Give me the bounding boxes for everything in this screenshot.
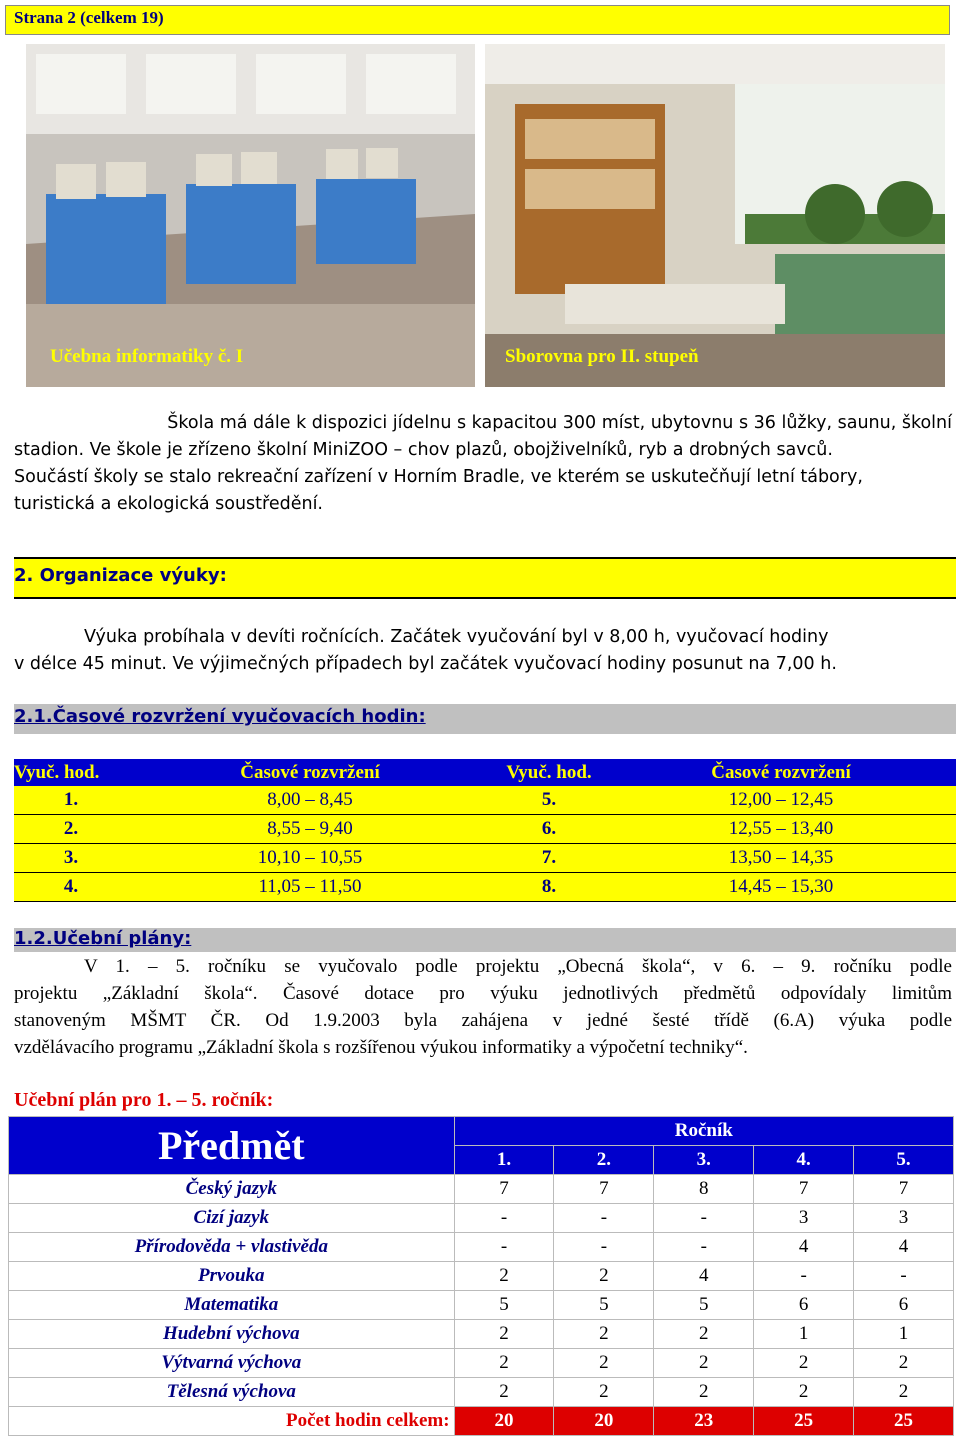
hours-cell: - bbox=[554, 1233, 654, 1262]
subject-name: Hudební výchova bbox=[9, 1320, 455, 1349]
lesson-time: 10,10 – 10,55 bbox=[128, 844, 492, 873]
table-row bbox=[9, 1204, 954, 1233]
hours-cell: 5 bbox=[454, 1291, 554, 1320]
grade-header: 4. bbox=[754, 1146, 854, 1175]
hours-cell: 1 bbox=[854, 1320, 954, 1349]
photo-computer-classroom bbox=[26, 44, 475, 387]
text-line: v délce 45 minut. Ve výjimečných případech byl začátek vyučovací hodiny posunut na 7,00 h. bbox=[14, 654, 837, 674]
section-heading-ucebni-plany bbox=[14, 928, 956, 952]
table-row bbox=[9, 1175, 954, 1204]
lesson-number: 6. bbox=[492, 815, 606, 844]
hours-cell: 2 bbox=[554, 1320, 654, 1349]
curriculum-title: Učební plán pro 1. – 5. ročník: bbox=[14, 1089, 274, 1111]
table-row bbox=[14, 873, 956, 902]
hours-cell: - bbox=[754, 1262, 854, 1291]
hours-cell: - bbox=[454, 1233, 554, 1262]
hours-cell: 2 bbox=[654, 1378, 754, 1407]
staffroom-image bbox=[485, 44, 945, 387]
lesson-time: 8,00 – 8,45 bbox=[128, 786, 492, 815]
total-cell: 20 bbox=[454, 1407, 554, 1436]
table-row bbox=[9, 1320, 954, 1349]
hours-cell: 7 bbox=[854, 1175, 954, 1204]
text-line: turistická a ekologická soustředění. bbox=[14, 494, 323, 514]
subject-column-header: Předmět bbox=[9, 1117, 455, 1175]
subject-name: Cizí jazyk bbox=[9, 1204, 455, 1233]
hours-cell: 4 bbox=[654, 1262, 754, 1291]
hours-cell: 7 bbox=[754, 1175, 854, 1204]
grade-header: 2. bbox=[554, 1146, 654, 1175]
total-cell: 25 bbox=[854, 1407, 954, 1436]
hours-cell: 2 bbox=[754, 1378, 854, 1407]
section2-text bbox=[14, 624, 952, 678]
hours-cell: - bbox=[654, 1204, 754, 1233]
section12-text bbox=[14, 953, 952, 1061]
hours-cell: 6 bbox=[854, 1291, 954, 1320]
total-label: Počet hodin celkem: bbox=[9, 1407, 455, 1436]
schedule-table bbox=[14, 759, 956, 902]
table-row bbox=[9, 1291, 954, 1320]
column-header: Časové rozvržení bbox=[606, 759, 956, 786]
subject-name: Matematika bbox=[9, 1291, 455, 1320]
photo-caption: Sborovna pro II. stupeň bbox=[505, 346, 699, 367]
hours-cell: 2 bbox=[454, 1262, 554, 1291]
subject-name: Výtvarná výchova bbox=[9, 1349, 455, 1378]
subject-name: Český jazyk bbox=[9, 1175, 455, 1204]
photo-caption: Učebna informatiky č. I bbox=[50, 346, 244, 367]
column-header: Vyuč. hod. bbox=[14, 759, 128, 786]
hours-cell: 7 bbox=[554, 1175, 654, 1204]
lesson-time: 12,00 – 12,45 bbox=[606, 786, 956, 815]
lesson-number: 1. bbox=[14, 786, 128, 815]
hours-cell: 2 bbox=[554, 1378, 654, 1407]
column-header: Vyuč. hod. bbox=[492, 759, 606, 786]
grade-header: 3. bbox=[654, 1146, 754, 1175]
hours-cell: 8 bbox=[654, 1175, 754, 1204]
table-row bbox=[9, 1378, 954, 1407]
table-row bbox=[9, 1349, 954, 1378]
lesson-time: 14,45 – 15,30 bbox=[606, 873, 956, 902]
grade-group-header: Ročník bbox=[454, 1117, 953, 1146]
hours-cell: 2 bbox=[654, 1320, 754, 1349]
section-title: 1.2.Učební plány: bbox=[14, 928, 192, 949]
table-header-row bbox=[9, 1117, 954, 1146]
hours-cell: 3 bbox=[754, 1204, 854, 1233]
lesson-time: 13,50 – 14,35 bbox=[606, 844, 956, 873]
section-title: 2.1.Časové rozvržení vyučovacích hodin: bbox=[14, 706, 426, 727]
lesson-number: 5. bbox=[492, 786, 606, 815]
curriculum-table bbox=[8, 1116, 954, 1436]
hours-cell: 2 bbox=[854, 1378, 954, 1407]
table-row bbox=[14, 786, 956, 815]
hours-cell: 6 bbox=[754, 1291, 854, 1320]
lesson-time: 11,05 – 11,50 bbox=[128, 873, 492, 902]
lesson-number: 2. bbox=[14, 815, 128, 844]
hours-cell: 1 bbox=[754, 1320, 854, 1349]
section-heading-organizace bbox=[14, 557, 956, 599]
hours-cell: 7 bbox=[454, 1175, 554, 1204]
photo-staff-room bbox=[485, 44, 945, 387]
hours-cell: 2 bbox=[554, 1349, 654, 1378]
text-line: projektu „Základní škola“. Časové dotace pro výuku jednotlivých předmětů odpovídaly limitům bbox=[14, 983, 952, 1004]
hours-cell: 2 bbox=[454, 1320, 554, 1349]
table-header-row bbox=[14, 759, 956, 786]
table-row bbox=[14, 844, 956, 873]
lesson-number: 7. bbox=[492, 844, 606, 873]
text-line: Škola má dále k dispozici jídelnu s kapacitou 300 míst, ubytovnu s 36 lůžky, saunu, školní bbox=[167, 413, 952, 433]
lesson-number: 4. bbox=[14, 873, 128, 902]
column-header: Časové rozvržení bbox=[128, 759, 492, 786]
hours-cell: 5 bbox=[554, 1291, 654, 1320]
hours-cell: 2 bbox=[854, 1349, 954, 1378]
hours-cell: - bbox=[454, 1204, 554, 1233]
section-title: 2. Organizace výuky: bbox=[14, 565, 227, 586]
lesson-time: 8,55 – 9,40 bbox=[128, 815, 492, 844]
hours-cell: 2 bbox=[654, 1349, 754, 1378]
page-number: Strana 2 (celkem 19) bbox=[14, 8, 164, 27]
total-cell: 23 bbox=[654, 1407, 754, 1436]
subject-name: Přírodověda + vlastivěda bbox=[9, 1233, 455, 1262]
total-cell: 20 bbox=[554, 1407, 654, 1436]
total-row bbox=[9, 1407, 954, 1436]
hours-cell: 5 bbox=[654, 1291, 754, 1320]
hours-cell: - bbox=[854, 1262, 954, 1291]
text-line: stanoveným MŠMT ČR. Od 1.9.2003 byla zahájena v jedné šesté třídě (6.A) výuka podle bbox=[14, 1010, 952, 1031]
grade-header: 1. bbox=[454, 1146, 554, 1175]
text-line: Součástí školy se stalo rekreační zařízení v Horním Bradle, ve kterém se uskutečňují letní tábory, bbox=[14, 467, 863, 487]
text-line: stadion. Ve škole je zřízeno školní MiniZOO – chov plazů, obojživelníků, ryb a drobných savců. bbox=[14, 440, 833, 460]
table-row bbox=[14, 815, 956, 844]
hours-cell: - bbox=[554, 1204, 654, 1233]
hours-cell: 2 bbox=[454, 1349, 554, 1378]
text-line: vzdělávacího programu „Základní škola s rozšířenou výukou informatiky a výpočetní techniky“. bbox=[14, 1037, 748, 1058]
lesson-number: 3. bbox=[14, 844, 128, 873]
page-header bbox=[5, 5, 950, 35]
lesson-time: 12,55 – 13,40 bbox=[606, 815, 956, 844]
grade-header: 5. bbox=[854, 1146, 954, 1175]
hours-cell: 4 bbox=[754, 1233, 854, 1262]
table-row bbox=[9, 1262, 954, 1291]
hours-cell: 2 bbox=[754, 1349, 854, 1378]
total-cell: 25 bbox=[754, 1407, 854, 1436]
hours-cell: 2 bbox=[454, 1378, 554, 1407]
hours-cell: 4 bbox=[854, 1233, 954, 1262]
lesson-number: 8. bbox=[492, 873, 606, 902]
subject-name: Prvouka bbox=[9, 1262, 455, 1291]
classroom-image bbox=[26, 44, 475, 387]
intro-paragraph bbox=[14, 410, 952, 518]
subject-name: Tělesná výchova bbox=[9, 1378, 455, 1407]
text-line: Výuka probíhala v devíti ročnících. Začátek vyučování byl v 8,00 h, vyučovací hodiny bbox=[84, 627, 829, 647]
text-line: V 1. – 5. ročníku se vyučovalo podle projektu „Obecná škola“, v 6. – 9. ročníku podle bbox=[84, 956, 952, 977]
table-row bbox=[9, 1233, 954, 1262]
hours-cell: 2 bbox=[554, 1262, 654, 1291]
section-heading-casove bbox=[14, 704, 956, 734]
hours-cell: - bbox=[654, 1233, 754, 1262]
hours-cell: 3 bbox=[854, 1204, 954, 1233]
